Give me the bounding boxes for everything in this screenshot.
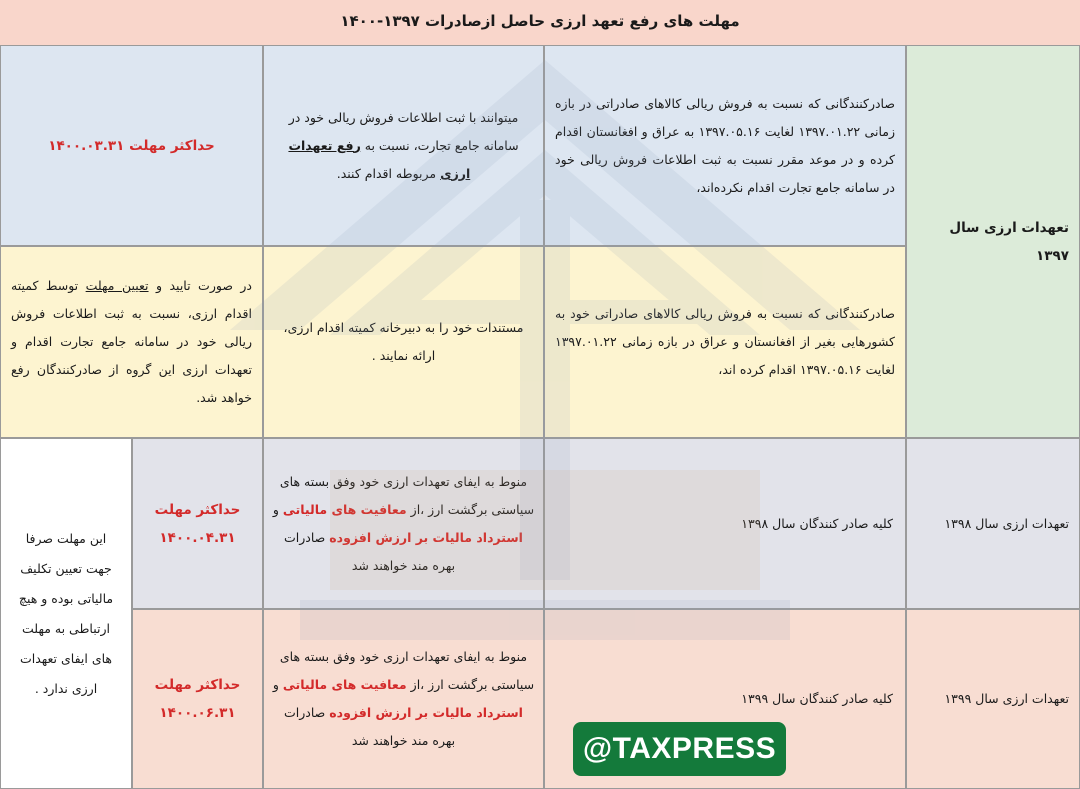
deadline-cell-1398 bbox=[132, 438, 263, 609]
row-heading-1399: تعهدات ارزی سال ۱۳۹۹ bbox=[906, 609, 1080, 789]
channel-badge: @TAXPRESS bbox=[573, 722, 786, 776]
condition-cell-1398 bbox=[263, 438, 544, 609]
deadline-date: ۱۴۰۰.۰۶.۳۱ bbox=[159, 705, 236, 721]
condition-text-end: صادرات بهره مند خواهند شد bbox=[284, 705, 456, 748]
action-cell-1397-b: مستندات خود را به دبیرخانه کمیته اقدام ارزی، ارائه نمایند . bbox=[263, 246, 544, 438]
deadline-label: حداکثر مهلت bbox=[154, 501, 241, 518]
deadline-emphasis: تعیین مهلت bbox=[85, 278, 149, 293]
description-cell-1397-a: صادرکنندگانی که نسبت به فروش ریالی کالاهای صادراتی در بازه زمانی ۱۳۹۷.۰۱.۲۲ لغایت ۱۳۹۷.۰۵.۱۶ به عراق و افغانستان اقدام کرده و در موعد مقرر نسبت به ثبت اطلاعات فروش ریالی خود در سامانه جامع تجارت اقدام نکرده‌اند، bbox=[544, 45, 906, 246]
condition-cell-1399 bbox=[263, 609, 544, 789]
action-text-end: مربوطه اقدام کنند. bbox=[336, 165, 437, 181]
description-cell-1399: کلیه صادر کنندگان سال ۱۳۹۹ bbox=[544, 609, 906, 789]
deadline-text-end: توسط کمیته اقدام ارزی، نسبت به ثبت اطلاعات فروش ریالی خود در سامانه جامع تجارت اقدام و تعهدات ارزی این گروه از صادرکنندگان رفع خواهد شد. bbox=[11, 278, 252, 405]
vat-refund-text: استرداد مالیات بر ارزش افزوده bbox=[329, 529, 523, 545]
action-text: میتوانند با ثبت اطلاعات فروش ریالی خود در سامانه جامع تجارت، نسبت به bbox=[288, 109, 519, 153]
tax-exemption-text: معافیت های مالیاتی bbox=[282, 677, 407, 692]
row-heading-1398: تعهدات ارزی سال ۱۳۹۸ bbox=[906, 438, 1080, 609]
tax-note-cell: این مهلت صرفا جهت تعیین تکلیف مالیاتی بوده و هیچ ارتباطی به مهلت های ایفای تعهدات ارزی ندارد . bbox=[0, 438, 132, 789]
tax-exemption-text: معافیت های مالیاتی bbox=[282, 501, 407, 517]
page-title: مهلت های رفع تعهد ارزی حاصل ازصادرات ۱۳۹۷-۱۴۰۰ bbox=[0, 0, 1080, 46]
deadline-cell-1397-b bbox=[0, 246, 263, 438]
action-cell-1397-a bbox=[263, 45, 544, 246]
row-heading-1397: تعهدات ارزی سال ۱۳۹۷ bbox=[906, 45, 1080, 438]
conjunction-text: و bbox=[272, 677, 279, 692]
condition-text: منوط به ایفای تعهدات ارزی خود وفق بسته های سیاستی برگشت ارز ،از bbox=[279, 473, 535, 517]
deadline-label: حداکثر مهلت bbox=[154, 677, 241, 693]
condition-text: منوط به ایفای تعهدات ارزی خود وفق بسته های سیاستی برگشت ارز ،از bbox=[279, 649, 535, 692]
deadline-text: حداکثر مهلت ۱۴۰۰.۰۳.۳۱ bbox=[48, 137, 215, 154]
description-cell-1398: کلیه صادر کنندگان سال ۱۳۹۸ bbox=[544, 438, 906, 609]
description-cell-1397-b: صادرکنندگانی که نسبت به فروش ریالی کالاهای صادراتی خود به کشورهایی بغیر از افغانستان و عراق در بازه زمانی ۱۳۹۷.۰۱.۲۲ لغایت ۱۳۹۷.۰۵.۱۶ اقدام کرده اند، bbox=[544, 246, 906, 438]
vat-refund-text: استرداد مالیات بر ارزش افزوده bbox=[329, 705, 523, 720]
deadline-cell-1397-a bbox=[0, 45, 263, 246]
condition-text-end: صادرات بهره مند خواهند شد bbox=[284, 529, 456, 573]
deadline-cell-1399 bbox=[132, 609, 263, 789]
deadline-date: ۱۴۰۰.۰۴.۳۱ bbox=[159, 529, 236, 546]
action-emphasis: رفع تعهدات ارزی bbox=[288, 137, 471, 181]
conjunction-text: و bbox=[272, 501, 279, 517]
deadline-text: در صورت تایید و bbox=[156, 278, 252, 293]
